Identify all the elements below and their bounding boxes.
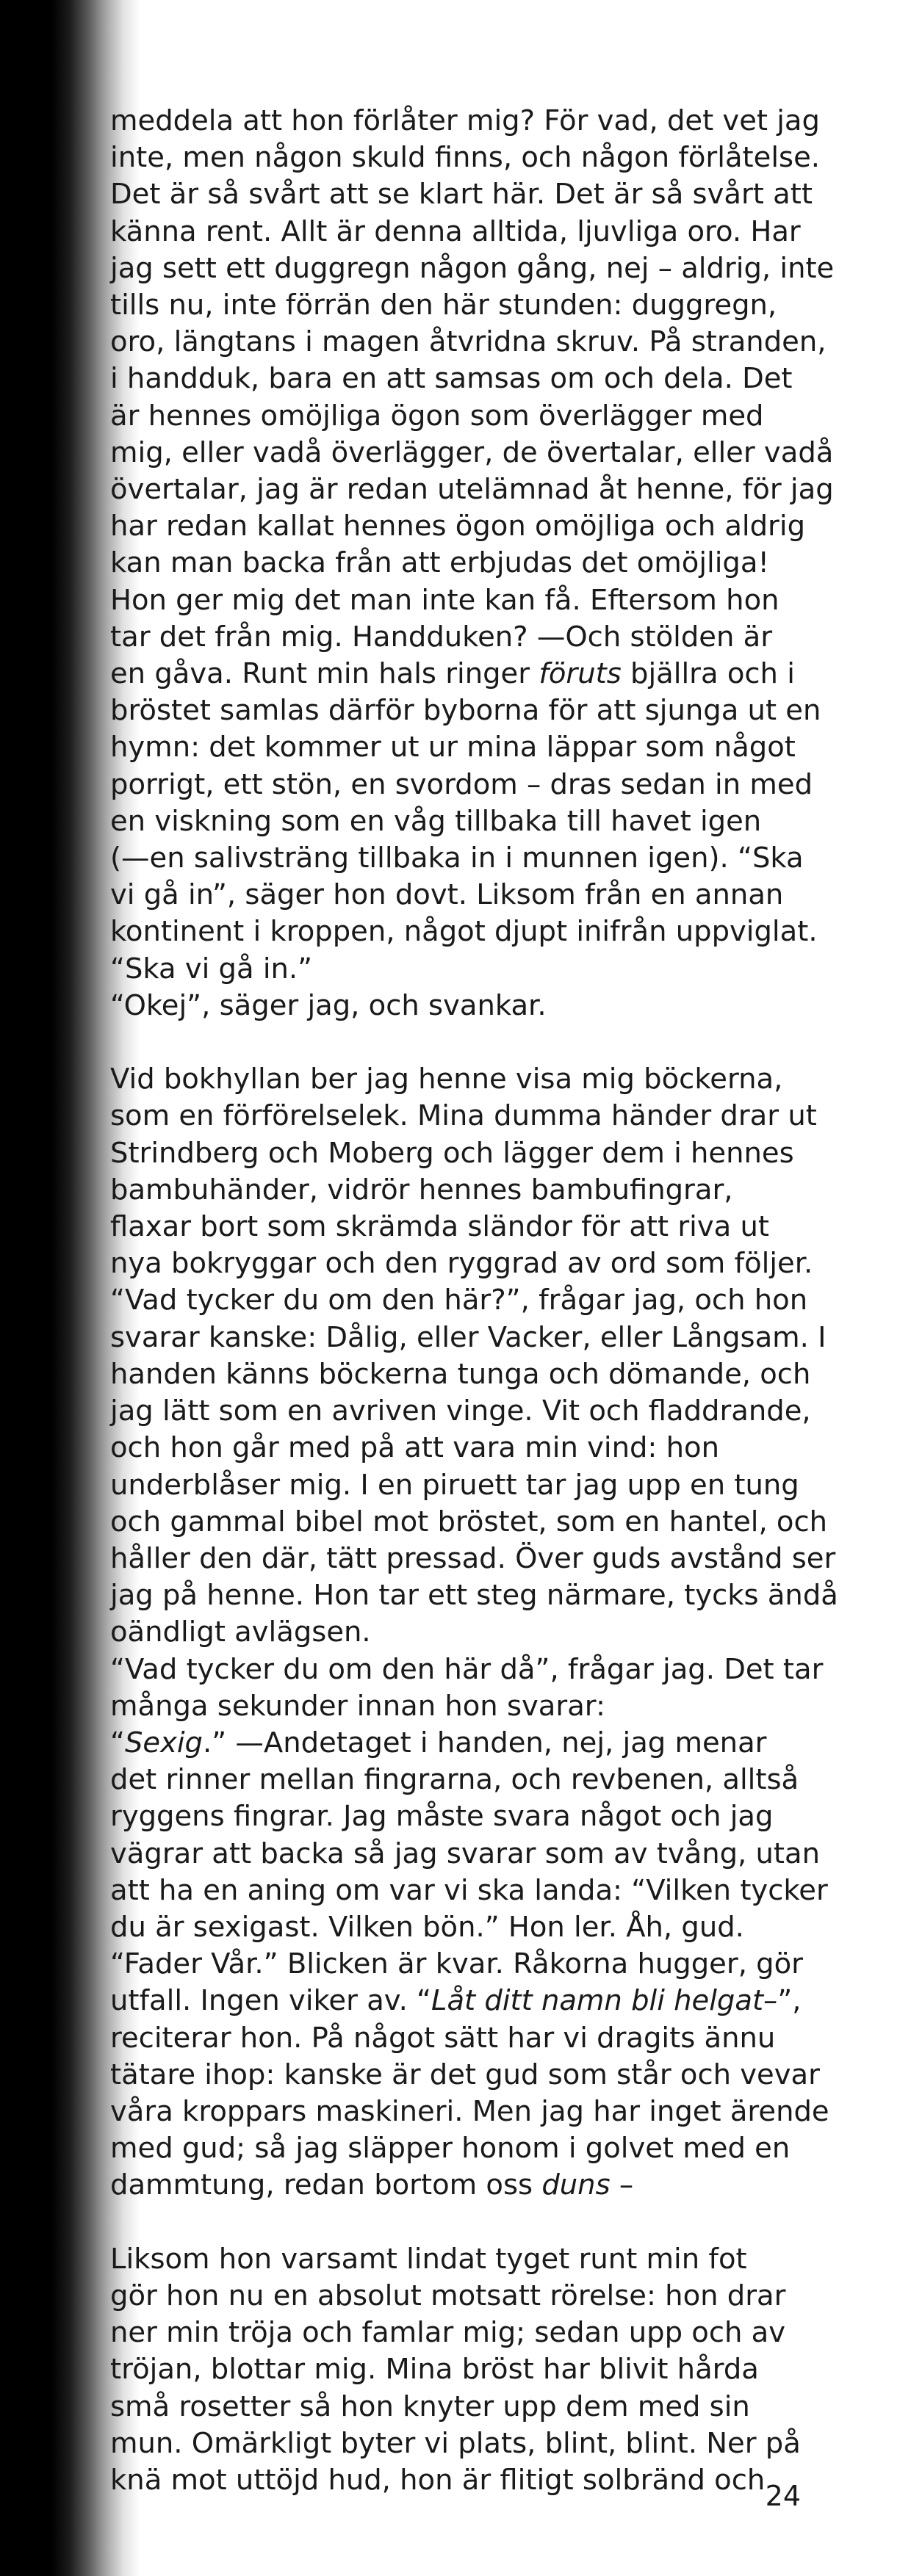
text-run: att ha en aning om var vi ska landa: “Vilken tycker: [110, 1873, 828, 1907]
text-line: [110, 324, 827, 361]
text-run: och hon går med på att vara min vind: hon: [110, 1431, 719, 1465]
text-line: [110, 508, 808, 545]
text-line: [110, 619, 808, 656]
text-line: [110, 1836, 820, 1873]
text-line: [110, 2351, 808, 2388]
page-body-text: [110, 103, 838, 2499]
text-line: [110, 103, 820, 140]
text-run: “Fader Vår.” Blicken är kvar. Råkorna hugger, gör: [110, 1947, 803, 1981]
text-run: tills nu, inte förrän den här stunden: duggregn,: [110, 289, 777, 322]
text-line: [110, 2315, 808, 2351]
text-run: mun. Omärkligt byter vi plats, blint, blint. Ner på: [110, 2426, 801, 2460]
text-line: [110, 140, 821, 176]
text-run: i handduk, bara en att samsas om och dela. Det: [110, 362, 793, 396]
text-line: [110, 1098, 817, 1135]
text-line: [110, 250, 835, 287]
text-run: “Vad tycker du om den här då”, frågar jag. Det tar: [110, 1652, 824, 1686]
text-run: –: [610, 2168, 634, 2202]
text-run: vägrar att backa så jag svarar som av tvång, utan: [110, 1837, 820, 1870]
paragraph: [110, 2241, 808, 2499]
text-line: [110, 1614, 808, 1651]
italic-text: Låt ditt namn bli helgat–: [431, 1984, 778, 2018]
text-line: [110, 176, 813, 213]
text-run: tröjan, blottar mig. Mina bröst har blivit hårda: [110, 2353, 759, 2387]
italic-text: föruts: [539, 657, 622, 691]
text-run: oändligt avlägsen.: [110, 1616, 371, 1649]
italic-text: Sexig: [124, 1726, 203, 1759]
text-line: [110, 729, 808, 766]
text-run: “: [110, 1726, 125, 1759]
text-run: med gud; så jag släpper honom i golvet med en: [110, 2132, 791, 2166]
text-run: gör hon nu en absolut motsatt rörelse: hon drar: [110, 2279, 786, 2312]
text-line: [110, 361, 808, 397]
text-run: hymn: det kommer ut ur mina läppar som något: [110, 731, 796, 764]
text-run: “Vad tycker du om den här?”, frågar jag, och hon: [110, 1284, 808, 1317]
text-line: [110, 1245, 813, 1282]
text-run: utfall. Ingen viker av. “: [110, 1984, 431, 2018]
text-run: “Okej”, säger jag, och svankar.: [110, 988, 547, 1022]
text-run: känna rent. Allt är denna alltida, ljuvliga oro. Har: [110, 214, 801, 248]
text-line: [110, 913, 818, 950]
text-run: kontinent i kroppen, något djupt inifrån uppviglat.: [110, 915, 818, 949]
text-line: [110, 1430, 808, 1466]
text-line: [110, 214, 808, 250]
text-run: bjällra och i: [621, 657, 795, 691]
text-line: [110, 803, 808, 840]
text-run: knä mot uttöjd hud, hon är flitigt solbränd och: [110, 2463, 766, 2497]
text-run: många sekunder innan hon svarar:: [110, 1689, 605, 1723]
text-line: [110, 840, 808, 877]
text-run: bambuhänder, vidrör hennes bambufingrar,: [110, 1173, 733, 1206]
text-run: Vid bokhyllan ber jag henne visa mig böckerna,: [110, 1063, 783, 1096]
text-line: [110, 545, 808, 582]
text-line: [110, 2241, 808, 2278]
text-line: [110, 767, 813, 803]
text-line: [110, 1172, 808, 1209]
text-run: små rosetter så hon knyter upp dem med sin: [110, 2389, 750, 2423]
text-line: [110, 1873, 828, 1909]
text-line: [110, 656, 808, 692]
text-run: reciterar hon. På något sätt har vi dragits ännu: [110, 2021, 776, 2055]
italic-text: duns: [541, 2168, 611, 2202]
text-run: (—en salivsträng tillbaka in i munnen igen). “Ska: [110, 842, 804, 875]
text-line: [110, 2020, 808, 2057]
paragraph: [110, 1061, 838, 2204]
text-line: [110, 471, 834, 508]
text-run: oro, längtans i magen åtvridna skruv. På stranden,: [110, 325, 827, 359]
text-line: [110, 1688, 808, 1725]
text-run: Liksom hon varsamt lindat tyget runt min fot: [110, 2242, 747, 2276]
text-line: [110, 2130, 808, 2167]
text-line: [110, 2094, 829, 2130]
text-line: [110, 988, 808, 1024]
text-run: nya bokryggar och den ryggrad av ord som följer.: [110, 1247, 813, 1281]
text-run: du är sexigast. Vilken bön.” Hon ler. Åh, gud.: [110, 1910, 744, 1944]
text-line: [110, 2425, 808, 2462]
text-line: [110, 1320, 827, 1356]
text-run: ner min tröja och famlar mig; sedan upp och av: [110, 2316, 786, 2350]
text-run: Hon ger mig det man inte kan få. Eftersom hon: [110, 583, 779, 617]
text-line: [110, 1762, 808, 1798]
text-run: och gammal bibel mot bröstet, som en hantel, och: [110, 1505, 828, 1538]
text-run: en gåva. Runt min hals ringer: [110, 657, 539, 691]
text-line: [110, 2167, 808, 2204]
text-line: [110, 1983, 808, 2019]
text-run: övertalar, jag är redan utelämnad åt henne, för jag: [110, 473, 834, 507]
text-run: kan man backa från att erbjudas det omöjliga!: [110, 546, 769, 580]
text-line: [110, 1909, 808, 1946]
text-line: [110, 582, 808, 619]
page-number: 24: [765, 2480, 801, 2512]
text-run: svarar kanske: Dålig, eller Vacker, eller Långsam. I: [110, 1320, 827, 1354]
text-line: [110, 398, 808, 435]
text-run: .” —Andetaget i handen, nej, jag menar: [203, 1726, 767, 1759]
text-line: [110, 1061, 808, 1098]
text-line: [110, 2389, 808, 2425]
text-line: [110, 877, 808, 913]
text-line: [110, 287, 808, 324]
text-run: jag på henne. Hon tar ett steg närmare, tycks ändå: [110, 1579, 838, 1613]
text-run: underblåser mig. I en piruett tar jag upp en tung: [110, 1468, 799, 1502]
text-run: inte, men någon skuld finns, och någon förlåtelse.: [110, 141, 821, 175]
text-run: porrigt, ett stön, en svordom – dras sedan in med: [110, 767, 813, 801]
text-run: tätare ihop: kanske är det gud som står och vevar: [110, 2058, 820, 2091]
text-run: jag sett ett duggregn någon gång, nej – aldrig, inte: [110, 251, 835, 285]
text-line: [110, 1946, 808, 1983]
text-line: [110, 1356, 811, 1393]
text-line: [110, 1209, 808, 1245]
text-line: [110, 1577, 838, 1614]
text-run: tar det från mig. Handduken? —Och stölden är: [110, 620, 773, 654]
text-run: håller den där, tätt pressad. Över guds avstånd ser: [110, 1541, 836, 1575]
paragraph: [110, 103, 835, 1024]
text-line: [110, 1504, 828, 1541]
text-run: vi gå in”, säger hon dovt. Liksom från en annan: [110, 878, 784, 912]
text-run: jag lätt som en avriven vinge. Vit och fladdrande,: [110, 1394, 811, 1428]
text-line: [110, 435, 834, 471]
text-run: det rinner mellan fingrarna, och revbenen, alltså: [110, 1763, 799, 1797]
text-run: dammtung, redan bortom oss: [110, 2168, 542, 2202]
text-run: är hennes omöjliga ögon som överlägger med: [110, 399, 764, 433]
text-run: våra kroppars maskineri. Men jag har inget ärende: [110, 2094, 829, 2128]
text-run: “Ska vi gå in.”: [110, 952, 313, 985]
text-run: ”,: [777, 1984, 802, 2018]
text-run: handen känns böckerna tunga och dömande, och: [110, 1357, 811, 1391]
text-run: en viskning som en våg tillbaka till havet igen: [110, 804, 762, 838]
text-line: [110, 2057, 820, 2094]
text-line: [110, 1541, 836, 1577]
text-run: Strindberg och Moberg och lägger dem i hennes: [110, 1136, 794, 1170]
text-line: [110, 1467, 808, 1504]
text-run: meddela att hon förlåter mig? För vad, det vet jag: [110, 104, 820, 137]
text-line: [110, 951, 808, 988]
text-run: Det är så svårt att se klart här. Det är så svårt att: [110, 178, 813, 211]
text-line: [110, 2462, 808, 2499]
text-line: [110, 1135, 808, 1172]
text-line: [110, 692, 821, 729]
text-line: [110, 1651, 824, 1688]
text-run: flaxar bort som skrämda sländor för att riva ut: [110, 1210, 769, 1244]
text-run: bröstet samlas därför byborna för att sjunga ut en: [110, 694, 821, 728]
text-line: [110, 1282, 808, 1319]
paragraph-gap: [110, 1024, 808, 1061]
text-line: [110, 1393, 811, 1430]
text-line: [110, 1725, 808, 1762]
text-run: har redan kallat hennes ögon omöjliga och aldrig: [110, 510, 806, 543]
paragraph-gap: [110, 2204, 808, 2241]
text-line: [110, 2278, 808, 2315]
text-run: mig, eller vadå överlägger, de övertalar, eller vadå: [110, 435, 834, 469]
text-run: ryggens fingrar. Jag måste svara något och jag: [110, 1800, 774, 1834]
text-line: [110, 1798, 808, 1835]
text-run: som en förförelselek. Mina dumma händer drar ut: [110, 1099, 817, 1133]
